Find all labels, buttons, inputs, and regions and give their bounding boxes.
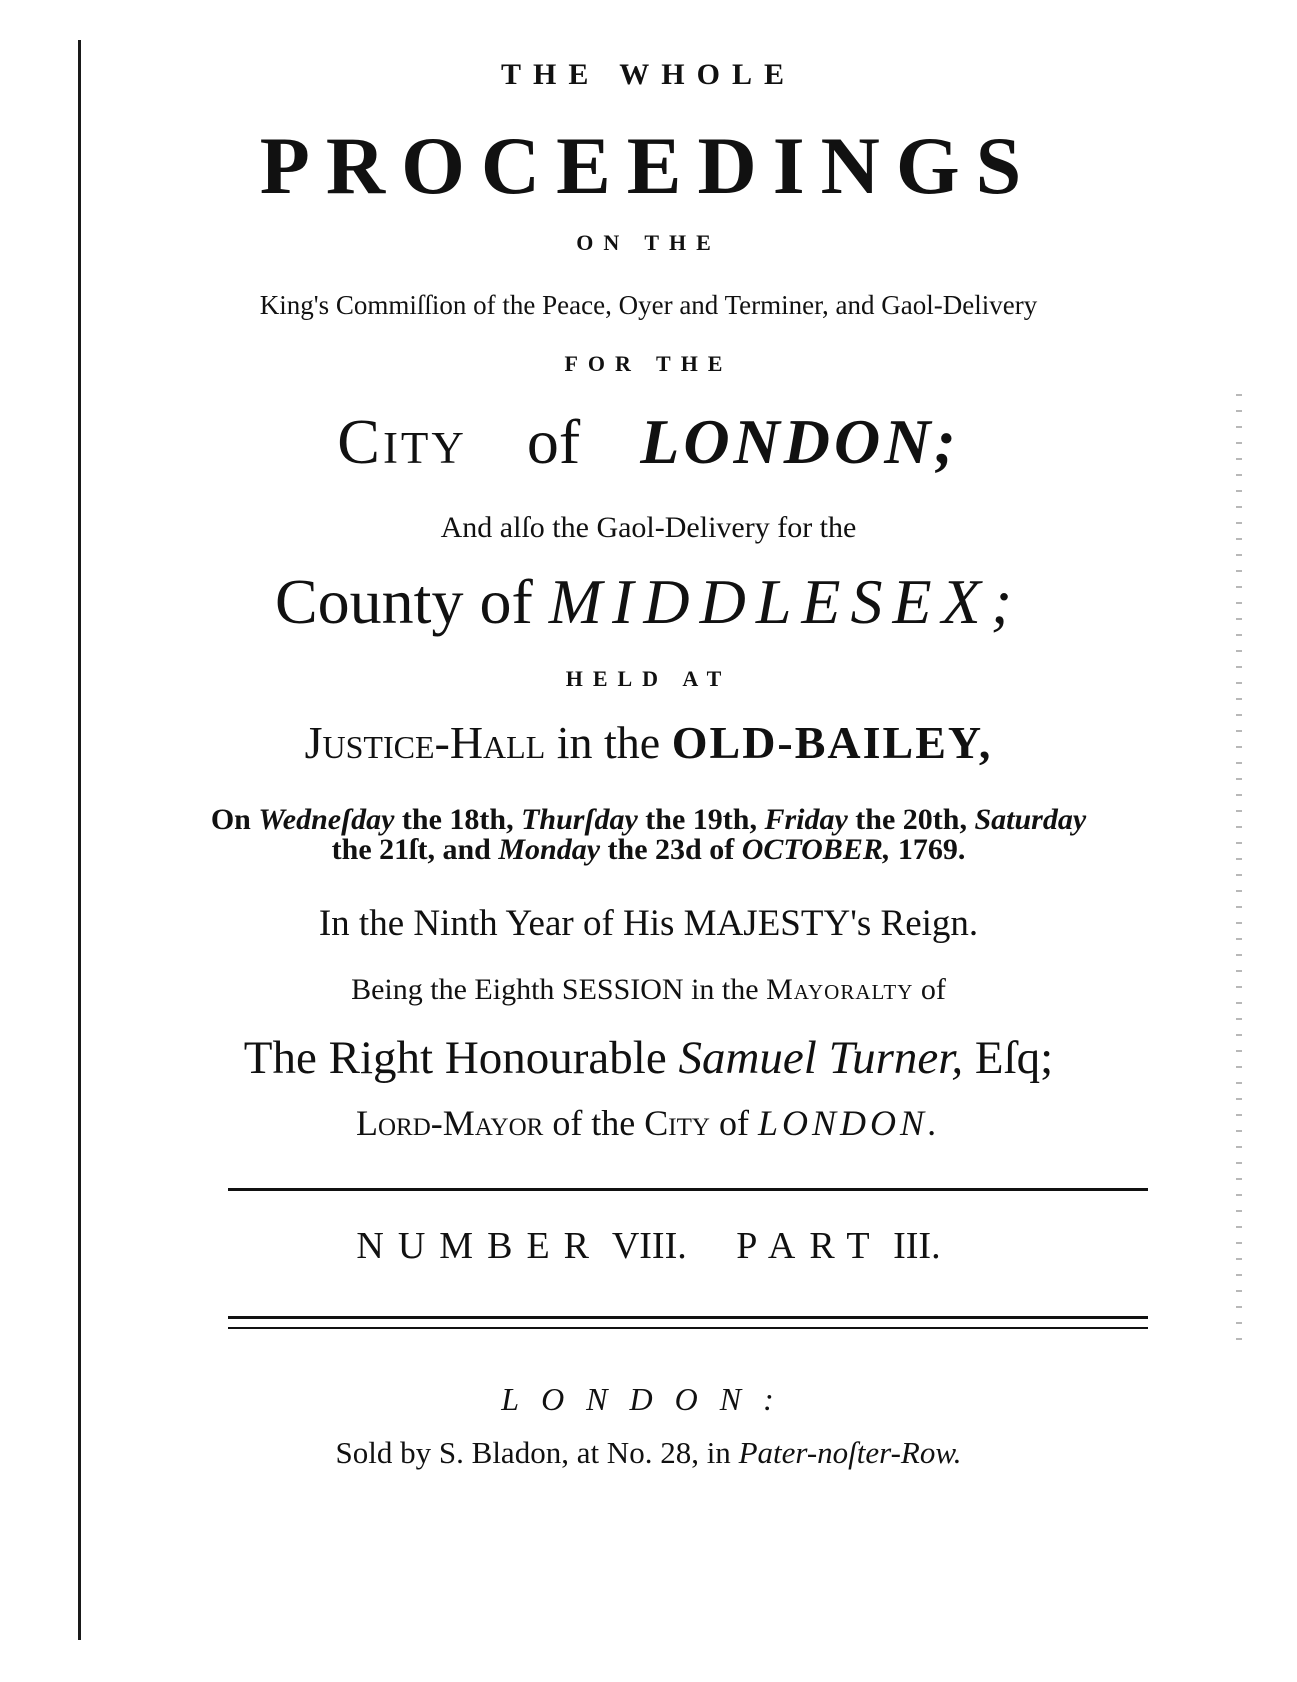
in-the-text: in the	[556, 717, 661, 768]
county-of-middlesex-line	[0, 566, 1297, 637]
london-word: LONDON;	[640, 406, 960, 477]
also-gaol-delivery-line: And alſo the Gaol-Delivery for the	[440, 511, 857, 544]
justice-hall-text: Justice-Hall	[304, 717, 546, 768]
esq-text: Eſq;	[974, 1032, 1054, 1084]
date-year: 1769.	[897, 833, 966, 866]
divider-rule-bottom-2	[228, 1327, 1148, 1329]
part-label: PART	[736, 1225, 884, 1267]
date-on: On	[210, 803, 251, 836]
number-part-line	[0, 1227, 1297, 1265]
number-label: NUMBER	[356, 1225, 603, 1267]
street-text: Pater-noſter-Row.	[738, 1435, 962, 1470]
lord-mayor-text: Lord-Mayor	[355, 1103, 544, 1143]
date-saturday: Saturday	[974, 803, 1087, 836]
heading-on-the: ON THE	[576, 230, 721, 255]
part-value: III.	[893, 1225, 941, 1267]
date-19th: the 19th,	[645, 803, 757, 836]
middlesex-word: MIDDLESEX;	[548, 566, 1023, 637]
imprint-sold-by	[0, 1437, 1297, 1468]
ninth-year-line: In the Ninth Year of His MAJESTY's Reign.	[318, 903, 979, 944]
city-word: City	[337, 406, 467, 477]
heading-the-whole: THE WHOLE	[500, 58, 796, 91]
eighth-session-line	[0, 975, 1297, 1005]
of-text-2: of	[718, 1103, 749, 1143]
city-of-london-line	[0, 406, 1297, 477]
old-bailey-text: OLD-BAILEY,	[671, 717, 993, 768]
dates-line-2	[0, 835, 1297, 865]
eighth-session-of: of	[920, 973, 946, 1006]
date-wednesday: Wedneſday	[258, 803, 395, 836]
lord-mayor-line	[0, 1105, 1297, 1141]
mayoralty-text: Mayoralty	[766, 973, 914, 1006]
right-honourable-text: The Right Honourable	[243, 1032, 667, 1084]
divider-rule-bottom-1	[228, 1316, 1148, 1319]
of-the-text: of the	[552, 1103, 636, 1143]
date-20th: the 20th,	[855, 803, 967, 836]
number-value: VIII.	[611, 1225, 687, 1267]
london-text-2: LONDON.	[757, 1103, 941, 1143]
divider-rule-top	[228, 1188, 1148, 1191]
of-word: of	[526, 406, 581, 477]
date-23d: the 23d of	[607, 833, 735, 866]
samuel-turner-name: Samuel Turner,	[678, 1032, 964, 1084]
heading-held-at: HELD AT	[565, 666, 732, 691]
dates-line-1	[0, 805, 1297, 835]
commission-line: King's Commiſſion of the Peace, Oyer and Terminer, and Gaol-Delivery	[259, 290, 1038, 320]
justice-hall-line	[0, 717, 1297, 768]
heading-for-the: FOR THE	[564, 351, 733, 376]
date-friday: Friday	[764, 803, 848, 836]
right-honourable-line	[0, 1032, 1297, 1084]
city-sc-text: City	[644, 1103, 710, 1143]
heading-proceedings: PROCEEDINGS	[259, 120, 1038, 211]
date-21st: the 21ſt, and	[331, 833, 491, 866]
county-of-text: County of	[274, 566, 533, 637]
sold-by-text: Sold by S. Bladon, at No. 28, in	[335, 1435, 731, 1470]
imprint-city: LONDON:	[501, 1381, 796, 1417]
date-monday: Monday	[498, 833, 601, 866]
date-october: OCTOBER,	[741, 833, 891, 866]
date-18th: the 18th,	[401, 803, 514, 836]
date-thursday: Thurſday	[521, 803, 638, 836]
eighth-session-text: Being the Eighth SESSION in the	[351, 973, 759, 1006]
